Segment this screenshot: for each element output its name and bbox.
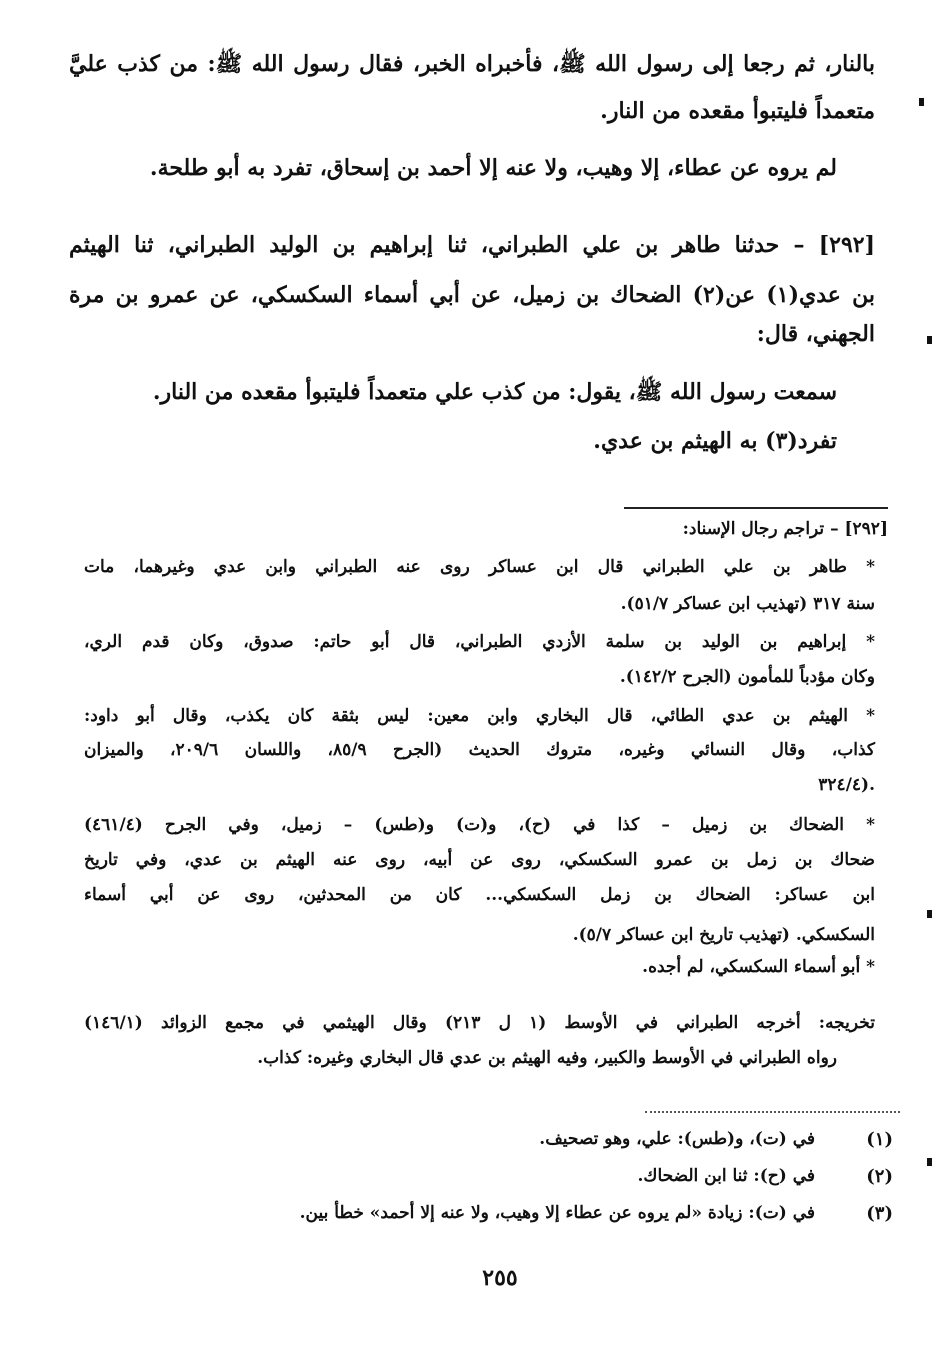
- body-line-5: بن عدي(١) عن(٢) الضحاك بن زميل، عن أبي أسماء السكسكي، عن عمرو بن مرة: [69, 282, 875, 308]
- body-line-4: [٢٩٢] – حدثنا طاهر بن علي الطبراني، ثنا إبراهيم بن الوليد الطبراني، ثنا الهيثم: [69, 232, 875, 258]
- notes-line: ضحاك بن زمل بن عمرو السكسكي، روى عن أبيه، روى عنه الهيثم بن عدي، وفي تاريخ: [84, 850, 875, 870]
- notes-line: * طاهر بن علي الطبراني قال ابن عساكر روى عنه الطبراني وابن عدي وغيرهما، مات: [84, 557, 875, 577]
- notes-line: * إبراهيم بن الوليد بن سلمة الأزدي الطبراني، قال أبو حاتم: صدوق، وكان قدم الري،: [84, 632, 875, 652]
- margin-mark: [927, 910, 932, 918]
- notes-line: ٣٢٤/٤).: [818, 775, 875, 795]
- body-line-3: لم يروه عن عطاء، إلا وهيب، ولا عنه إلا أحمد بن إسحاق، تفرد به أبو طلحة.: [149, 155, 837, 181]
- footnote-number: (٣): [866, 1203, 893, 1224]
- body-line-2: متعمداً فليتبوأ مقعده من النار.: [600, 98, 875, 124]
- body-line-6: الجهني، قال:: [756, 321, 875, 347]
- notes-line: * أبو أسماء السكسكي، لم أجده.: [642, 957, 875, 977]
- footnote-text: في (ت)، و(طس): علي، وهو تصحيف.: [539, 1129, 815, 1149]
- footnote-number: (١): [866, 1129, 893, 1150]
- notes-heading: [٢٩٢] – تراجم رجال الإسناد:: [682, 519, 888, 539]
- notes-line: سنة ٣١٧ (تهذيب ابن عساكر ٥١/٧).: [620, 594, 875, 614]
- margin-mark: [919, 98, 924, 106]
- notes-separator: [624, 507, 888, 509]
- notes-line: السكسكي. (تهذيب تاريخ ابن عساكر ٥/٧).: [572, 925, 875, 945]
- page-number: ٢٥٥: [482, 1265, 518, 1291]
- footnotes-separator: [645, 1111, 900, 1113]
- takhrij-line: رواه الطبراني في الأوسط والكبير، وفيه الهيثم بن عدي قال البخاري وغيره: كذاب.: [257, 1048, 837, 1068]
- notes-line: كذاب، وقال النسائي وغيره، متروك الحديث (الجرح ٨٥/٩، واللسان ٢٠٩/٦، والميزان: [84, 740, 875, 760]
- body-line-7: سمعت رسول الله ﷺ، يقول: من كذب علي متعمداً فليتبوأ مقعده من النار.: [152, 379, 837, 405]
- margin-mark: [927, 1158, 932, 1166]
- margin-mark: [927, 336, 932, 344]
- notes-line: * الضحاك بن زميل – كذا في (ح)، و(ت) و(طس) – زميل، وفي الجرح (٤٦١/٤): [84, 815, 875, 835]
- takhrij-line: تخريجه: أخرجه الطبراني في الأوسط (١ ل ٢١٣) وقال الهيثمي في مجمع الزوائد (١٤٦/١): [84, 1013, 875, 1033]
- body-line-1: بالنار، ثم رجعا إلى رسول الله ﷺ، فأخبراه الخبر، فقال رسول الله ﷺ: من كذب عليَّ: [69, 51, 875, 77]
- footnote-text: في (ت): زيادة «لم يروه عن عطاء إلا وهيب، ولا عنه إلا أحمد» خطأ بين.: [299, 1203, 815, 1223]
- notes-line: * الهيثم بن عدي الطائي، قال البخاري وابن معين: ليس بثقة كان يكذب، وقال أبو داود:: [84, 706, 875, 726]
- body-line-8: تفرد(٣) به الهيثم بن عدي.: [593, 428, 837, 454]
- footnote-text: في (ح): ثنا ابن الضحاك.: [637, 1166, 815, 1186]
- notes-line: ابن عساكر: الضحاك بن زمل السكسكي... كان من المحدثين، روى عن أبي أسماء: [84, 885, 875, 905]
- footnote-number: (٢): [866, 1166, 893, 1187]
- notes-line: وكان مؤدباً للمأمون (الجرح ١٤٢/٢).: [619, 667, 875, 687]
